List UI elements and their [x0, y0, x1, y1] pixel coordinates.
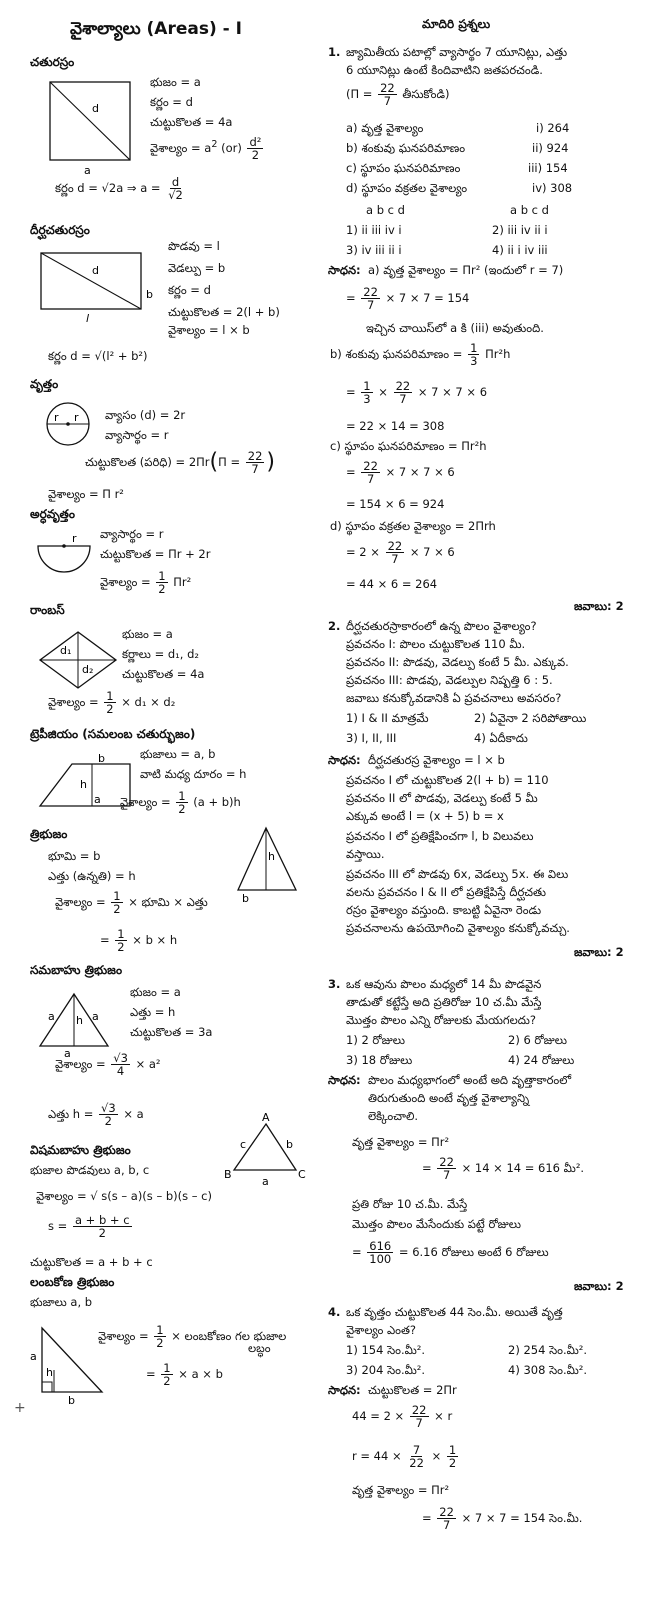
svg-text:B: B: [224, 1168, 232, 1181]
rect-f1: పొడవు = l: [168, 239, 220, 253]
q3-answer: జవాబు: 2: [574, 1279, 624, 1293]
q2-number: 2.: [328, 619, 341, 633]
equilateral-f5: ఎత్తు h = $\frac{√3}{2}$ × a: [48, 1101, 144, 1129]
q1-sol2: = $\frac{22}{7}$ × 7 × 7 = 154: [346, 285, 470, 313]
q3-sol5: = $\frac{22}{7}$ × 14 × 14 = 616 మీ².: [422, 1155, 585, 1183]
q3-solution-label: సాధన:: [328, 1073, 361, 1087]
q3-option-4: 4) 24 రోజులు: [508, 1053, 575, 1067]
q3-sol2: తిరుగుతుంది అంటే వృత్త వైశాల్యాన్ని: [368, 1091, 530, 1105]
triangle-f2: ఎత్తు (ఉన్నతి) = h: [48, 869, 136, 883]
q4-text2: వైశాల్యం ఎంత?: [346, 1323, 417, 1337]
q2-sol9: రస్రం వైశాల్యం వస్తుంది. కాబట్టి ఏవైనా రెండు: [346, 903, 542, 917]
semicircle-f3: వైశాల్యం = $\frac{1}{2}$ Πr²: [100, 569, 192, 597]
svg-text:h: h: [268, 850, 275, 863]
q1-option-2: 2) iii iv ii i: [492, 223, 548, 237]
right-triangle-f3: = $\frac{1}{2}$ × a × b: [146, 1361, 223, 1389]
circle-f3: చుట్టుకొలత (పరిధి) = 2Πr(Π = $\frac{22}{7}$ ): [85, 449, 275, 477]
square-label-d: d: [92, 102, 99, 115]
q4-number: 4.: [328, 1305, 341, 1319]
q2-sol5: ప్రవచనం I లో ప్రతిక్షేపించగా l, b విలువలు: [346, 829, 534, 843]
q2-answer: జవాబు: 2: [574, 945, 624, 959]
svg-text:c: c: [240, 1138, 247, 1151]
q2-sol6: వస్తాయి.: [346, 847, 385, 861]
svg-text:a: a: [30, 1350, 37, 1363]
svg-text:l: l: [86, 312, 90, 325]
q1-sol7: c) స్థూపం ఘనపరిమాణం = Πr²h: [330, 439, 487, 453]
triangle-f1: భూమి = b: [48, 849, 101, 863]
q1-item-i: i) 264: [536, 121, 570, 135]
right-triangle-f2b: లబ్ధం: [248, 1341, 271, 1355]
rect-f3: కర్ణం = d: [168, 283, 211, 297]
q3-sol3: లెక్కించాలి.: [368, 1109, 419, 1123]
questions-heading: మాదిరి ప్రశ్నలు: [422, 17, 491, 31]
q1-item-iv: iv) 308: [532, 181, 573, 195]
q1-sol12: = 44 × 6 = 264: [346, 577, 438, 591]
q4-sol5: = $\frac{22}{7}$ × 7 × 7 = 154 సెం.మీ.: [422, 1505, 583, 1533]
rhombus-f3: చుట్టుకొలత = 4a: [122, 667, 205, 681]
square-f4: వైశాల్యం = $a^2$ (or) $\frac{\text{d²}}{2}$: [150, 135, 262, 163]
q1-item-c: c) స్థూపం ఘనపరిమాణం: [346, 161, 461, 175]
square-f2: కర్ణం = d: [150, 95, 193, 109]
square-label-a: a: [84, 164, 91, 177]
trapezium-heading: ట్రెపీజియం (సమలంబ చతుర్భుజం): [30, 727, 196, 741]
rectangle-diagram: [40, 252, 160, 325]
scalene-f3: s = $\frac{a + b + c}{2}$: [48, 1213, 130, 1241]
q2-sol7: ప్రవచనం III లో పొడవు 6x, వెడల్పు 5x. ఈ విలు: [346, 867, 569, 881]
q4-text1: ఒక వృత్తం చుట్టుకొలత 44 సెం.మీ. అయితే వృత్త: [346, 1305, 563, 1319]
q1-sol3: ఇచ్చిన చాయిస్‌లో a కి (iii) అవుతుంది.: [366, 321, 544, 335]
q2-sol4: ఎక్కువ అంటే l = (x + 5) b = x: [346, 809, 504, 823]
square-f5: కర్ణం d = √2a ⇒ a = $\frac{d}{√2}$: [55, 175, 183, 203]
q1-opt-header2: a b c d: [510, 203, 549, 217]
scalene-f1: భుజాల పొడవులు a, b, c: [30, 1163, 150, 1177]
q2-solution-label: సాధన:: [328, 753, 361, 767]
semicircle-f1: వ్యాసార్థం = r: [100, 527, 164, 541]
q3-text1: ఒక ఆవును పొలం మధ్యలో 14 మీ పొడవైన: [346, 977, 542, 991]
q2-option-3: 3) I, II, III: [346, 731, 397, 745]
q1-text2: 6 యూనిట్లు ఉంటే కిందివాటిని జతపరచండి.: [346, 63, 543, 77]
equilateral-f2: ఎత్తు = h: [130, 1005, 176, 1019]
q1-answer: జవాబు: 2: [574, 599, 624, 613]
q4-solution-label: సాధన:: [328, 1383, 361, 1397]
q4-sol1: చుట్టుకొలత = 2Πr: [368, 1383, 457, 1397]
q1-sol5: = $\frac{1}{3}$ × $\frac{22}{7}$ × 7 × 7 × 6: [346, 379, 488, 407]
q3-number: 3.: [328, 977, 341, 991]
q2-s2: ప్రవచనం II: పొడవు, వెడల్పు కంటే 5 మీ. ఎక్కువ.: [346, 655, 569, 669]
q1-item-ii: ii) 924: [532, 141, 569, 155]
trapezium-f1: భుజాలు = a, b: [140, 747, 216, 761]
equilateral-diagram: [34, 990, 114, 1060]
q3-sol6: ప్రతి రోజు 10 చ.మీ. మేస్తే: [352, 1197, 468, 1211]
q1-option-1: 1) ii iii iv i: [346, 223, 402, 237]
q1-item-iii: iii) 154: [528, 161, 568, 175]
square-heading: చతురస్రం: [30, 55, 75, 69]
q2-s1: ప్రవచనం I: పొలం చుట్టుకొలత 110 మీ.: [346, 637, 526, 651]
q3-option-3: 3) 18 రోజులు: [346, 1053, 413, 1067]
q1-sol10: d) స్థూపం వక్రతల వైశాల్యం = 2Πrh: [330, 519, 496, 533]
svg-text:b: b: [286, 1138, 293, 1151]
q1-number: 1.: [328, 45, 341, 59]
svg-text:a: a: [94, 793, 101, 806]
svg-text:r: r: [54, 411, 59, 424]
circle-diagram: [44, 402, 100, 452]
rhombus-f2: కర్ణాలు = d₁, d₂: [122, 647, 199, 661]
q1-sol11: = 2 × $\frac{22}{7}$ × 7 × 6: [346, 539, 455, 567]
page-title: వైశాల్యాలు (Areas) - I: [70, 19, 242, 39]
scalene-heading: విషమబాహు త్రిభుజం: [30, 1143, 131, 1157]
q4-option-1: 1) 154 సెం.మీ².: [346, 1343, 426, 1357]
q1-solution-label: సాధన:: [328, 263, 361, 277]
q1-text1: జ్యామితీయ పటాల్లో వ్యాసార్థం 7 యూనిట్లు, ఎత్తు: [346, 45, 568, 59]
q3-sol1: పొలం మధ్యభాగంలో అంటే అది వృత్తాకారంలో: [368, 1073, 572, 1087]
svg-text:a: a: [92, 1010, 99, 1023]
svg-text:h: h: [76, 1014, 83, 1027]
q4-option-4: 4) 308 సెం.మీ².: [508, 1363, 588, 1377]
rhombus-f4: వైశాల్యం = $\frac{1}{2}$ × d₁ × d₂: [48, 689, 176, 717]
rect-f5: వైశాల్యం = l × b: [168, 323, 250, 337]
right-triangle-f2: వైశాల్యం = $\frac{1}{2}$ × లంబకోణం గల భుజాల: [98, 1323, 287, 1351]
svg-text:r: r: [72, 532, 77, 545]
q2-s4: జవాబు కనుక్కోవడానికి ఏ ప్రవచనాలు అవసరం?: [346, 691, 562, 705]
q2-s3: ప్రవచనం III: పొడవు, వెడల్పుల నిష్పత్తి 6 : 5.: [346, 673, 553, 687]
scalene-f4: చుట్టుకొలత = a + b + c: [30, 1255, 153, 1269]
q3-text3: మొత్తం పొలం ఎన్ని రోజులకు మేయగలదు?: [346, 1013, 536, 1027]
svg-text:a: a: [262, 1175, 269, 1188]
q2-option-4: 4) ఏదీకాదు: [474, 731, 528, 745]
q2-sol8: వలను ప్రవచనం I & II లో ప్రతిక్షేపిస్తే దీర్ఘచతు: [346, 885, 546, 899]
q1-sol8: = $\frac{22}{7}$ × 7 × 7 × 6: [346, 459, 455, 487]
plus-mark-icon: +: [14, 1400, 26, 1416]
q1-item-d: d) స్థూపం వక్రతల వైశాల్యం: [346, 181, 468, 195]
q3-sol8: = $\frac{616}{100}$ = 6.16 రోజులు అంటే 6 రోజులు: [352, 1239, 549, 1267]
q1-opt-header: a b c d: [366, 203, 405, 217]
q2-option-1: 1) I & II మాత్రమే: [346, 711, 429, 725]
q3-sol4: వృత్త వైశాల్యం = Πr²: [352, 1135, 450, 1149]
q2-option-2: 2) ఏవైనా 2 సరిపోతాయి: [474, 711, 587, 725]
q1-item-b: b) శంకువు ఘనపరిమాణం: [346, 141, 466, 155]
rectangle-heading: దీర్ఘచతురస్రం: [30, 223, 90, 237]
rhombus-heading: రాంబస్: [30, 603, 65, 617]
svg-text:a: a: [64, 1047, 71, 1060]
q4-option-2: 2) 254 సెం.మీ².: [508, 1343, 588, 1357]
svg-text:a: a: [48, 1010, 55, 1023]
square-diagram: [48, 80, 138, 177]
scalene-f2: వైశాల్యం = √ s(s – a)(s – b)(s – c): [36, 1189, 212, 1203]
rect-f4: చుట్టుకొలత = 2(l + b): [168, 305, 280, 319]
circle-heading: వృత్తం: [30, 377, 59, 391]
rhombus-diagram: [38, 630, 120, 692]
triangle-diagram: [236, 826, 302, 906]
trapezium-f3: వైశాల్యం = $\frac{1}{2}$ (a + b)h: [120, 789, 241, 817]
svg-text:h: h: [46, 1366, 53, 1379]
q1-item-a: a) వృత్త వైశాల్యం: [346, 121, 424, 135]
semicircle-heading: అర్ధవృత్తం: [30, 507, 75, 521]
svg-text:A: A: [262, 1111, 270, 1124]
right-triangle-f1: భుజాలు a, b: [30, 1295, 93, 1309]
triangle-f3: వైశాల్యం = $\frac{1}{2}$ × భూమి × ఎత్తు: [55, 889, 208, 917]
q3-text2: తాడుతో కట్టేస్తే అది ప్రతిరోజు 10 చ.మీ మేస్తే: [346, 995, 542, 1009]
circle-f1: వ్యాసం (d) = 2r: [105, 408, 186, 422]
rhombus-f1: భుజం = a: [122, 627, 173, 641]
svg-text:b: b: [146, 288, 153, 301]
q3-sol7: మొత్తం పొలం మేసేందుకు పట్టే రోజులు: [352, 1217, 521, 1231]
equilateral-heading: సమబాహు త్రిభుజం: [30, 963, 123, 977]
semicircle-diagram: [36, 532, 96, 572]
square-f1: భుజం = a: [150, 75, 201, 89]
circle-f4: వైశాల్యం = Π r²: [48, 487, 124, 501]
q1-sol4: b) శంకువు ఘనపరిమాణం = $\frac{1}{3}$ Πr²h: [330, 341, 511, 369]
circle-f2: వ్యాసార్థం = r: [105, 428, 169, 442]
q2-text1: దీర్ఘచతురస్రాకారంలో ఉన్న పొలం వైశాల్యం?: [346, 619, 537, 633]
q2-sol1: దీర్ఘచతురస్ర వైశాల్యం = l × b: [368, 753, 505, 767]
q3-option-1: 1) 2 రోజులు: [346, 1033, 405, 1047]
q2-sol2: ప్రవచనం I లో చుట్టుకొలత 2(l + b) = 110: [346, 773, 549, 787]
q4-option-3: 3) 204 సెం.మీ².: [346, 1363, 426, 1377]
q1-sol6: = 22 × 14 = 308: [346, 419, 445, 433]
svg-text:C: C: [298, 1168, 306, 1181]
svg-text:r: r: [74, 411, 79, 424]
trapezium-f2: వాటి మధ్య దూరం = h: [140, 767, 247, 781]
equilateral-f1: భుజం = a: [130, 985, 181, 999]
q4-sol2: 44 = 2 × $\frac{22}{7}$ × r: [352, 1403, 453, 1431]
q2-sol10: ప్రవచనాలను ఉపయోగించి వైశాల్యం కనుక్కోవచ్చు.: [346, 921, 570, 935]
q4-sol4: వృత్త వైశాల్యం = Πr²: [352, 1483, 450, 1497]
q4-sol3: r = 44 × $\frac{7}{22}$ × $\frac{1}{2}$: [352, 1443, 457, 1471]
svg-text:b: b: [98, 752, 105, 765]
svg-text:d₁: d₁: [60, 644, 72, 657]
q1-pi: (Π = $\frac{22}{7}$ తీసుకోండి): [346, 81, 450, 109]
q3-option-2: 2) 6 రోజులు: [508, 1033, 567, 1047]
semicircle-f2: చుట్టుకొలత = Πr + 2r: [100, 547, 211, 561]
rect-f2: వెడల్పు = b: [168, 261, 226, 275]
scalene-diagram: [224, 1112, 308, 1194]
equilateral-f4: వైశాల్యం = $\frac{√3}{4}$ × a²: [55, 1051, 161, 1079]
q1-sol9: = 154 × 6 = 924: [346, 497, 445, 511]
svg-text:b: b: [242, 892, 249, 905]
square-f3: చుట్టుకొలత = 4a: [150, 115, 233, 129]
q1-sol1: a) వృత్త వైశాల్యం = Πr² (ఇందులో r = 7): [368, 263, 564, 277]
svg-text:d: d: [92, 264, 99, 277]
triangle-heading: త్రిభుజం: [30, 827, 68, 841]
equilateral-f3: చుట్టుకొలత = 3a: [130, 1025, 213, 1039]
triangle-f4: = $\frac{1}{2}$ × b × h: [100, 927, 178, 955]
q2-sol3: ప్రవచనం II లో పొడవు, వెడల్పు కంటే 5 మీ: [346, 791, 538, 805]
q1-option-3: 3) iv iii ii i: [346, 243, 402, 257]
right-triangle-heading: లంబకోణ త్రిభుజం: [30, 1275, 115, 1289]
svg-text:d₂: d₂: [82, 663, 94, 676]
svg-text:h: h: [80, 778, 87, 791]
q1-option-4: 4) ii i iv iii: [492, 243, 548, 257]
rect-f6: కర్ణం d = √(l² + b²): [48, 349, 148, 363]
svg-text:b: b: [68, 1394, 75, 1407]
